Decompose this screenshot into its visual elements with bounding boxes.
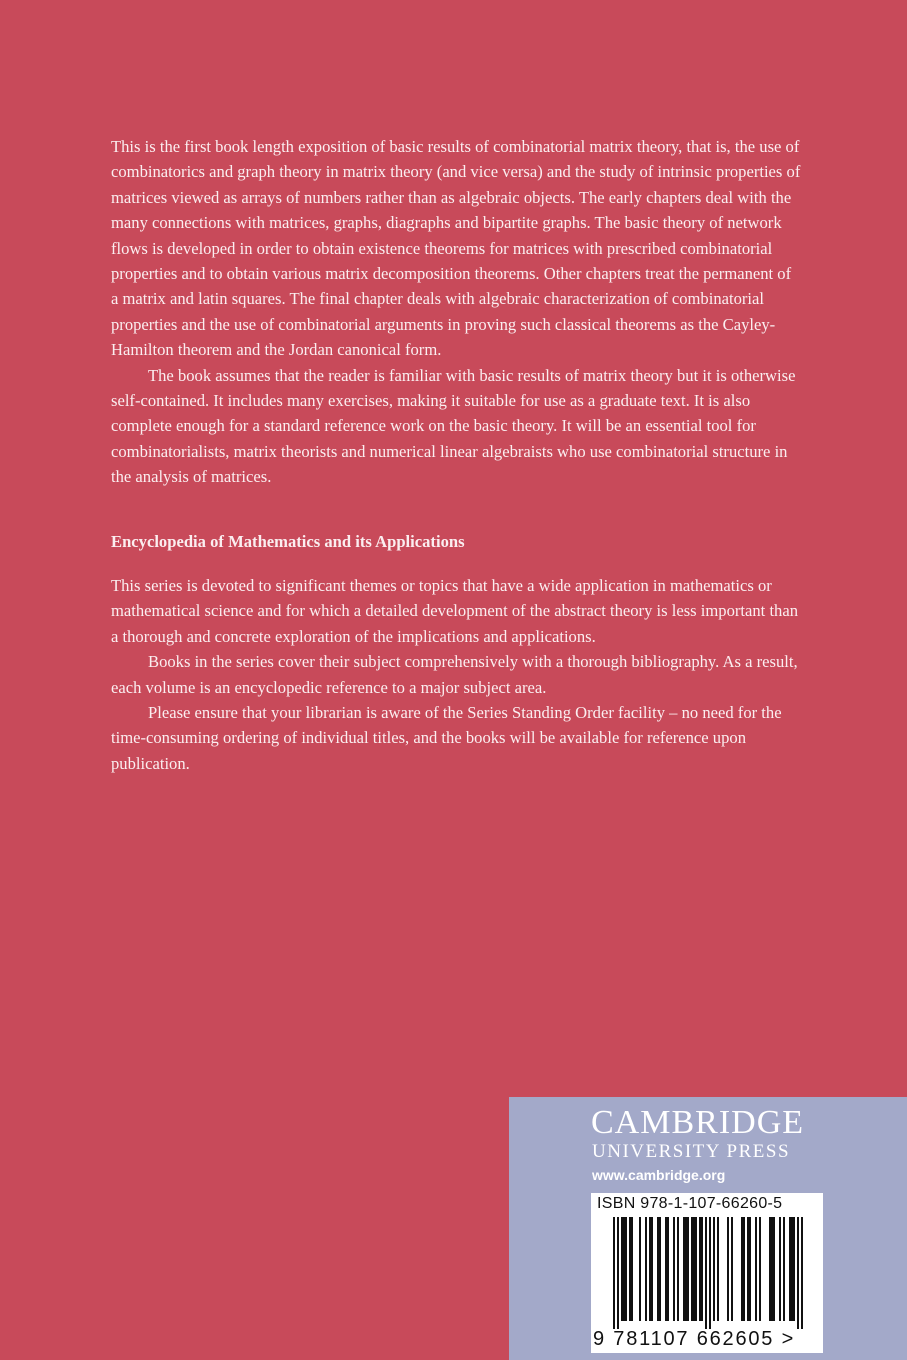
barcode-bar: [657, 1217, 659, 1321]
barcode-bar: [617, 1217, 619, 1329]
barcode-bar: [783, 1217, 785, 1321]
barcode-bar: [797, 1217, 799, 1329]
barcode-bar: [759, 1217, 761, 1321]
barcode-bar: [779, 1217, 781, 1321]
barcode-bar: [801, 1217, 803, 1329]
barcode-bar: [677, 1217, 679, 1321]
barcode-bar: [717, 1217, 719, 1321]
barcode-digits: 9 781107 662605 >: [593, 1328, 796, 1350]
series-title: Encyclopedia of Mathematics and its Applications: [111, 532, 465, 551]
blurb-paragraph-1: This is the first book length exposition of basic results of combinatorial matrix theory, that is, the use of combinatorics and graph theory in matrix theory (and vice versa) and the study of intrinsic properties of matrices viewed as arrays of numbers rather than as algebraic objects. The early chapters deal with the many connections with matrices, graphs, diagraphs and bipartite graphs. The basic theory of network flows is developed in order to obtain existence theorems for matrices with prescribed combinatorial properties and to obtain various matrix decomposition theorems. Other chapters treat the permanent of a matrix and latin squares. The final chapter deals with algebraic characterization of combinatorial properties and the use of combinatorial arguments in proving such classical theorems as the Cayley-Hamilton theorem and the Jordan canonical form.: [111, 137, 801, 360]
barcode-bar: [673, 1217, 675, 1321]
barcode-bar: [691, 1217, 693, 1321]
barcode-bar: [629, 1217, 631, 1321]
barcode-bar: [645, 1217, 647, 1321]
barcode-bar: [695, 1217, 697, 1321]
barcode-bar: [693, 1217, 695, 1321]
barcode-bar: [749, 1217, 751, 1321]
barcode-bar: [755, 1217, 757, 1321]
barcode-bar: [639, 1217, 641, 1321]
barcode-bar: [631, 1217, 633, 1321]
barcode-bar: [793, 1217, 795, 1321]
blurb-paragraph-2: The book assumes that the reader is familiar with basic results of matrix theory but it is otherwise self-contained. It includes many exercises, making it suitable for use as a graduate text. It is also complete enough for a standard reference work on the basic theory. It will be an essential tool for combinatorialists, matrix theorists and numerical linear algebraists who use combinatorial structure in the analysis of matrices.: [111, 365, 796, 487]
barcode-bar: [743, 1217, 745, 1321]
barcode-bar: [773, 1217, 775, 1321]
barcode-bar: [667, 1217, 669, 1321]
barcode-bar: [709, 1217, 711, 1329]
barcode-bar: [727, 1217, 729, 1321]
barcode-bar: [649, 1217, 651, 1321]
publisher-subtitle: UNIVERSITY PRESS: [592, 1141, 791, 1162]
barcode-bar: [621, 1217, 623, 1321]
barcode-bar: [741, 1217, 743, 1321]
barcode-bar: [701, 1217, 703, 1321]
isbn-barcode: [591, 1193, 823, 1353]
barcode-bar: [665, 1217, 667, 1321]
barcode-bar: [771, 1217, 773, 1321]
barcode-bar: [713, 1217, 715, 1321]
barcode-bar: [747, 1217, 749, 1321]
barcode-bar: [699, 1217, 701, 1321]
barcode-bar: [791, 1217, 793, 1321]
series-paragraph-3: Please ensure that your librarian is aware of the Series Standing Order facility – no need for the time-consuming ordering of individual titles, and the books will be available for reference upon publication.: [111, 703, 782, 773]
series-paragraph-1: This series is devoted to significant themes or topics that have a wide application in mathematics or mathematical science and for which a detailed development of the abstract theory is less important than a thorough and concrete exploration of the implications and applications.: [111, 576, 799, 646]
isbn-label: ISBN 978-1-107-66260-5: [597, 1195, 783, 1212]
barcode-bar: [789, 1217, 791, 1321]
book-blurb: [111, 134, 801, 490]
barcode-bar: [683, 1217, 685, 1321]
barcode-bar: [731, 1217, 733, 1321]
publisher-url: www.cambridge.org: [592, 1167, 726, 1183]
barcode-bar: [651, 1217, 653, 1321]
barcode-bar: [613, 1217, 615, 1329]
barcode-bar: [769, 1217, 771, 1321]
publisher-logo: CAMBRIDGE: [591, 1104, 805, 1141]
series-paragraph-2: Books in the series cover their subject comprehensively with a thorough bibliography. As a result, each volume is an encyclopedic reference to a major subject area.: [111, 652, 798, 697]
barcode-bar: [685, 1217, 687, 1321]
barcode-bar: [625, 1217, 627, 1321]
barcode-bar: [687, 1217, 689, 1321]
publisher-panel: [509, 1097, 907, 1360]
series-description: [111, 573, 801, 776]
barcode-bar: [659, 1217, 661, 1321]
barcode-bar: [623, 1217, 625, 1321]
barcode-bar: [705, 1217, 707, 1329]
